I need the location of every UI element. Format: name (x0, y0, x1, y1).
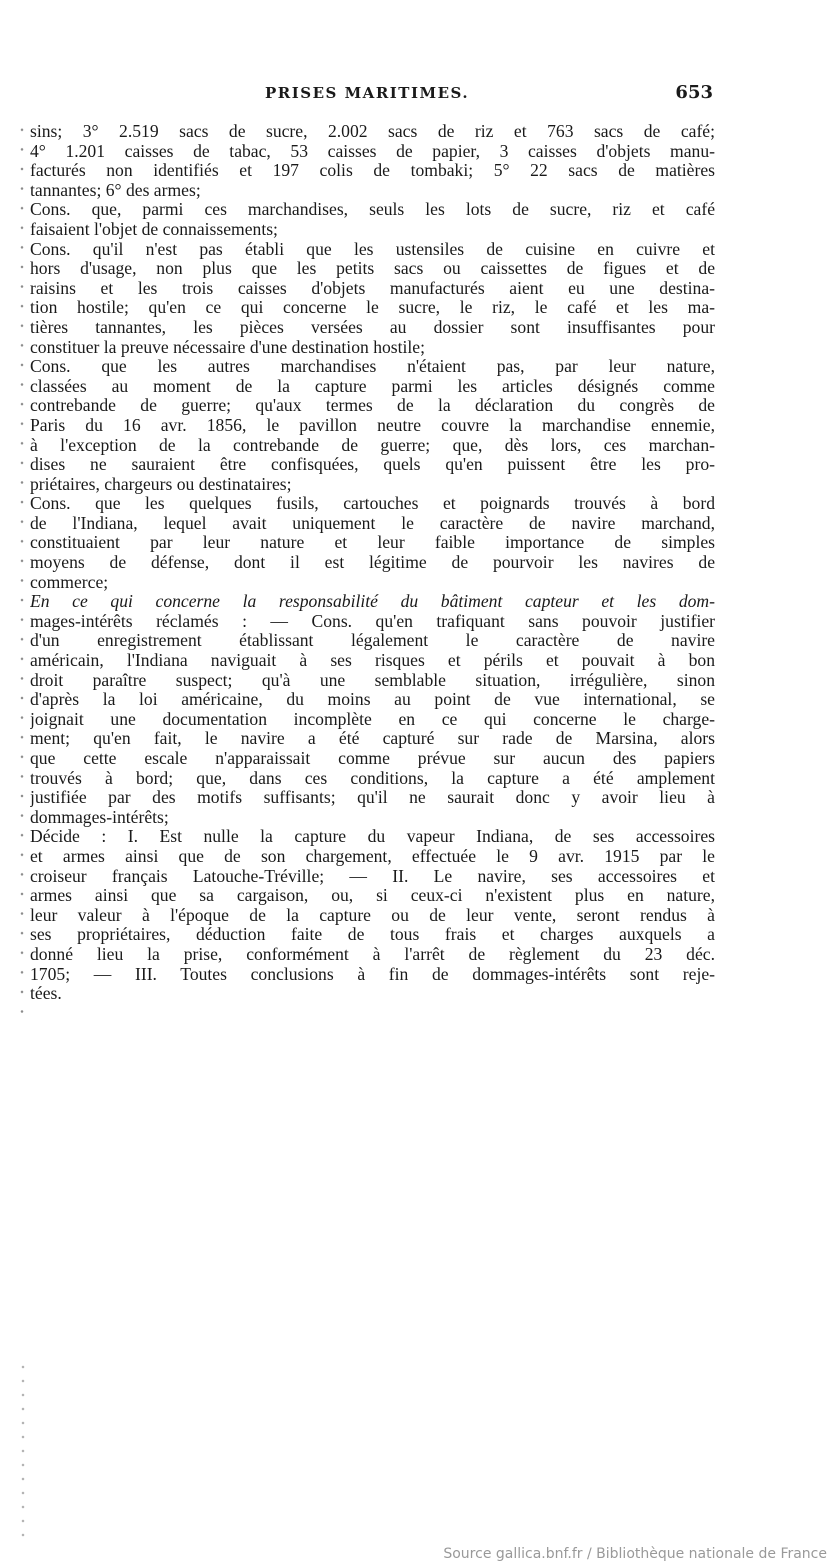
text-line: tannantes; 6° des armes; (30, 180, 201, 200)
text-line: Cons. que les quelques fusils, cartouches et poignards trouvés à bord (30, 494, 715, 514)
text-line: Paris du 16 avr. 1856, le pavillon neutre couvre la marchandise ennemie, (30, 415, 715, 435)
text-line: constituaient par leur nature et leur faible importance de simples (30, 533, 715, 553)
text-line: Cons. que les autres marchandises n'étaient pas, par leur nature, (30, 357, 715, 377)
page-number: 653 (675, 82, 713, 103)
scan-noise (0, 0, 835, 60)
text-line: Décide : I. Est nulle la capture du vapeur Indiana, de ses accessoires (30, 827, 715, 847)
margin-specks-lower (20, 1360, 26, 1540)
text-line: tières tannantes, les pièces versées au dossier sont insuffisantes pour (30, 317, 715, 337)
text-line: d'un enregistrement établissant légalement le caractère de navire (30, 631, 715, 651)
text-line: contrebande de guerre; qu'aux termes de la déclaration du congrès de (30, 396, 715, 416)
margin-specks (18, 120, 26, 1020)
text-line: priétaires, chargeurs ou destinataires; (30, 474, 292, 494)
text-line: mages-intérêts réclamés : — Cons. qu'en trafiquant sans pouvoir justifier (30, 611, 715, 631)
page-header (30, 82, 715, 104)
text-line: constituer la preuve nécessaire d'une destination hostile; (30, 337, 425, 357)
text-line: à l'exception de la contrebande de guerre; que, dès lors, ces marchan- (30, 435, 715, 455)
text-line: américain, l'Indiana naviguait à ses risques et périls et pouvait à bon (30, 651, 715, 671)
text-line: donné lieu la prise, conformément à l'arrêt de règlement du 23 déc. (30, 944, 715, 964)
text-line: croiseur français Latouche-Tréville; — II. Le navire, ses accessoires et (30, 866, 715, 886)
text-line: sins; 3° 2.519 sacs de sucre, 2.002 sacs de riz et 763 sacs de café; (30, 122, 715, 141)
text-line: justifiée par des motifs suffisants; qu'il ne saurait donc y avoir lieu à (30, 788, 715, 808)
text-line: dommages-intérêts; (30, 807, 169, 827)
text-line: 1705; — III. Toutes conclusions à fin de dommages-intérêts sont reje- (30, 964, 715, 984)
text-line: armes ainsi que sa cargaison, ou, si ceux-ci n'existent plus en nature, (30, 886, 715, 906)
text-line: droit paraître suspect; qu'à une semblable situation, irrégulière, sinon (30, 670, 715, 690)
body-text (30, 122, 715, 1004)
text-line: ses propriétaires, déduction faite de tous frais et charges auxquels a (30, 925, 715, 945)
text-line: d'après la loi américaine, du moins au point de vue international, se (30, 690, 715, 710)
text-line: En ce qui concerne la responsabilité du bâtiment capteur et les dom- (30, 592, 715, 612)
text-line: commerce; (30, 572, 109, 592)
text-line: que cette escale n'apparaissait comme prévue sur aucun des papiers (30, 749, 715, 768)
text-line: tées. (30, 984, 62, 1004)
text-line: Cons. qu'il n'est pas établi que les ustensiles de cuisine en cuivre et (30, 239, 715, 259)
text-line: classées au moment de la capture parmi les articles désignés comme (30, 376, 715, 396)
text-line: hors d'usage, non plus que les petits sacs ou caissettes de figues et de (30, 259, 715, 279)
text-line: 4° 1.201 caisses de tabac, 53 caisses de papier, 3 caisses d'objets manu- (30, 141, 715, 161)
text-line: tion hostile; qu'en ce qui concerne le sucre, le riz, le café et les ma- (30, 298, 715, 318)
text-line: trouvés à bord; que, dans ces conditions, la capture a été amplement (30, 768, 715, 788)
text-line: faisaient l'objet de connaissements; (30, 219, 278, 239)
running-title: PRISES MARITIMES. (265, 84, 470, 102)
text-line: Cons. que, parmi ces marchandises, seuls les lots de sucre, riz et café (30, 200, 715, 220)
text-line: raisins et les trois caisses d'objets manufacturés aient eu une destina- (30, 278, 715, 298)
text-line: joignait une documentation incomplète en ce qui concerne le charge- (30, 709, 715, 729)
text-line: et armes ainsi que de son chargement, effectuée le 9 avr. 1915 par le (30, 846, 715, 866)
text-line: facturés non identifiés et 197 colis de tombaki; 5° 22 sacs de matières (30, 161, 715, 181)
text-line: moyens de défense, dont il est légitime de pourvoir les navires de (30, 553, 715, 573)
source-attribution: Source gallica.bnf.fr / Bibliothèque nationale de France (443, 1546, 827, 1562)
text-line: ment; qu'en fait, le navire a été capturé sur rade de Marsina, alors (30, 729, 715, 749)
text-line: leur valeur à l'époque de la capture ou de leur vente, seront rendus à (30, 905, 715, 925)
text-line: dises ne sauraient être confisquées, quels qu'en puissent être les pro- (30, 455, 715, 475)
text-line: de l'Indiana, lequel avait uniquement le caractère de navire marchand, (30, 513, 715, 533)
